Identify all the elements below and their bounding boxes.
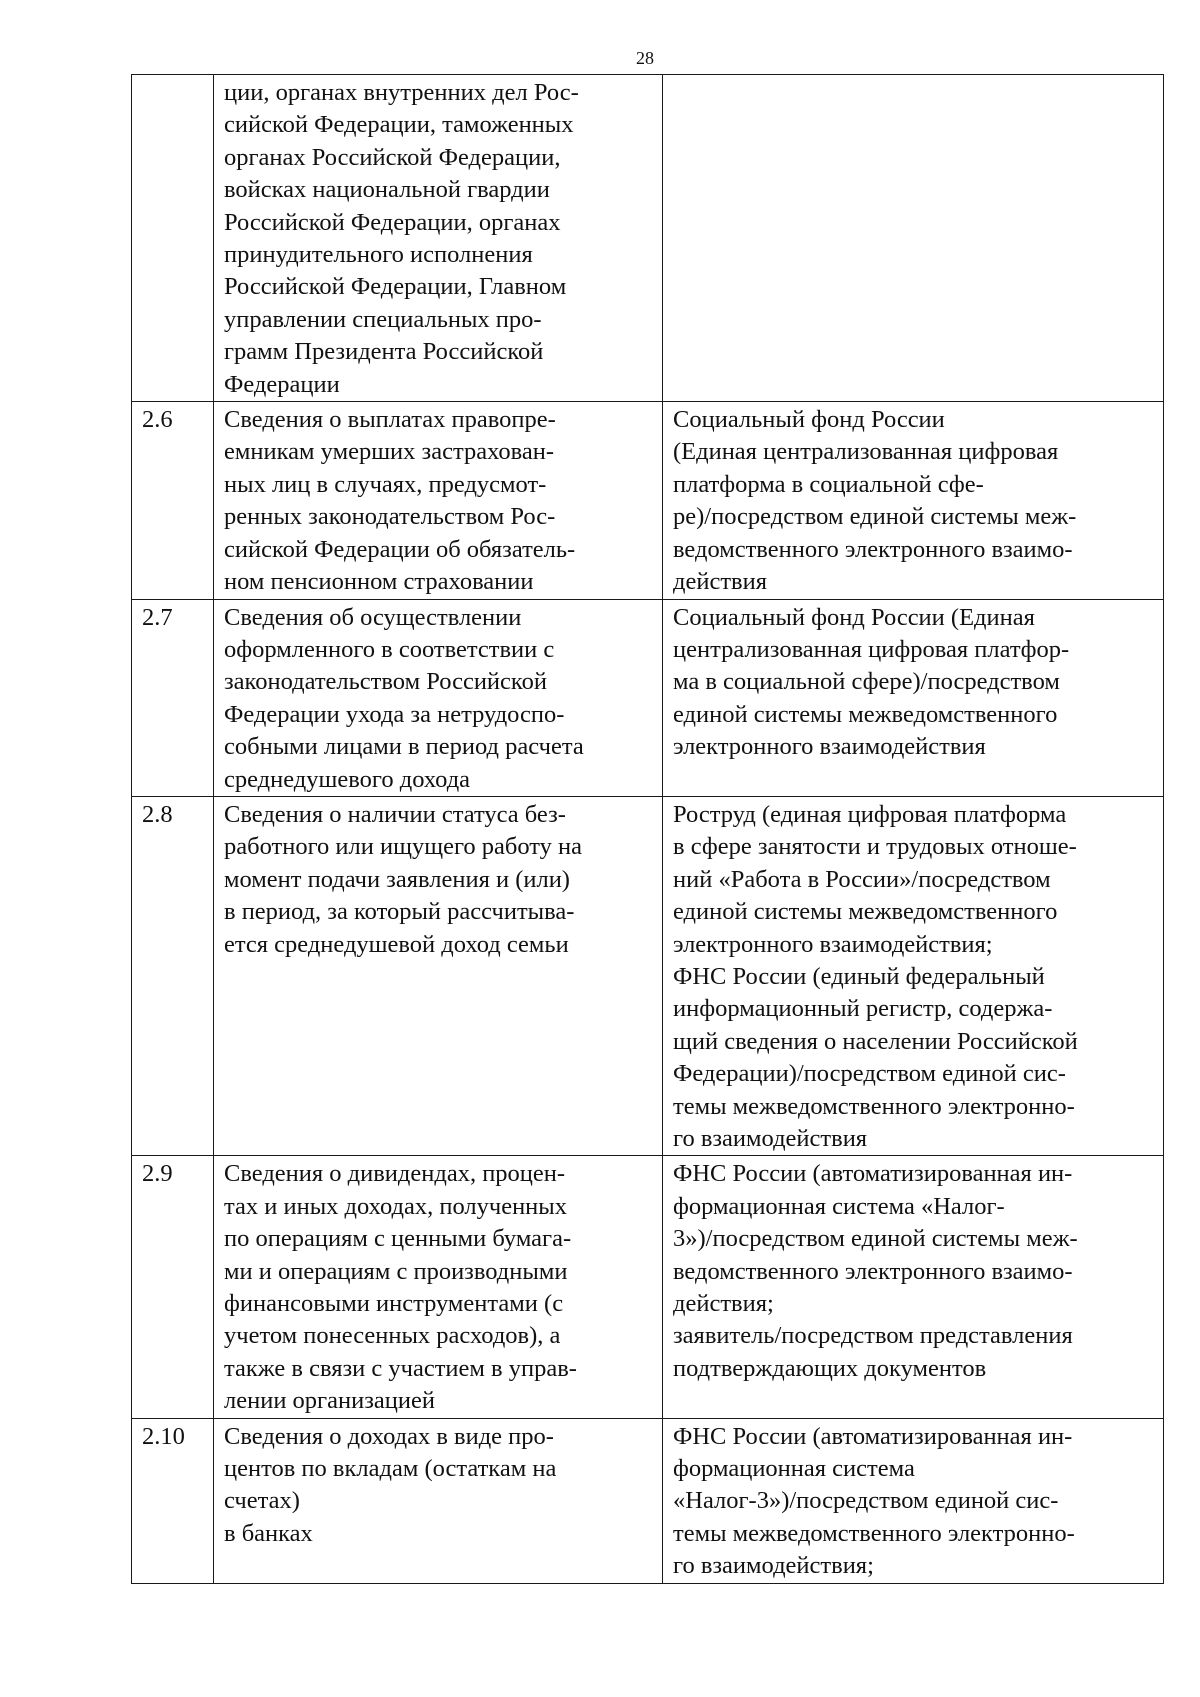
description-line: финансовыми инструментами (с	[224, 1290, 564, 1318]
table-row	[132, 75, 1164, 402]
document-table	[131, 74, 1164, 1584]
source-line: платформа в социальной сфе-	[673, 470, 984, 498]
row-number	[132, 75, 214, 402]
row-number: 2.7	[132, 599, 214, 796]
description-line: тах и иных доходах, полученных	[224, 1192, 567, 1220]
row-number: 2.10	[132, 1418, 214, 1583]
description-line: оформленного в соответствии с	[224, 635, 555, 663]
description-line: среднедушевого дохода	[224, 765, 471, 793]
source-cell	[663, 796, 1164, 1155]
description-line: Сведения о наличии статуса без-	[224, 800, 566, 828]
row-number: 2.8	[132, 796, 214, 1155]
source-line: ФНС России (автоматизированная ин-	[673, 1422, 1073, 1450]
description-line: ется среднедушевой доход семьи	[224, 930, 569, 958]
source-line: единой системы межведомственного	[673, 700, 1058, 728]
source-line: ведомственного электронного взаимо-	[673, 1257, 1073, 1285]
source-line: единой системы межведомственного	[673, 898, 1058, 926]
description-line: Российской Федерации, Главном	[224, 273, 567, 301]
source-line: Социальный фонд России	[673, 406, 945, 434]
source-cell	[663, 1418, 1164, 1583]
source-line: ведомственного электронного взаимо-	[673, 535, 1073, 563]
source-cell	[663, 75, 1164, 402]
row-number: 2.6	[132, 402, 214, 599]
description-cell	[214, 1418, 663, 1583]
source-line: щий сведения о населении Российской	[673, 1027, 1078, 1055]
description-line: ции, органах внутренних дел Рос-	[224, 79, 579, 106]
description-line: ми и операциям с производными	[224, 1257, 568, 1285]
description-line: работного или ищущего работу на	[224, 833, 583, 861]
source-line: действия;	[673, 1290, 774, 1318]
description-line: ных лиц в случаях, предусмот-	[224, 470, 547, 498]
description-cell	[214, 75, 663, 402]
description-line: законодательством Российской	[224, 668, 547, 696]
source-line: ний «Работа в России»/посредством	[673, 865, 1051, 893]
source-line: подтверждающих документов	[673, 1354, 987, 1382]
description-line: лении организацией	[224, 1387, 435, 1415]
source-line: темы межведомственного электронно-	[673, 1092, 1075, 1120]
source-line: ФНС России (автоматизированная ин-	[673, 1160, 1073, 1188]
source-cell	[663, 1156, 1164, 1418]
description-line: Сведения о доходах в виде про-	[224, 1422, 554, 1450]
source-line: электронного взаимодействия;	[673, 930, 993, 958]
source-line: темы межведомственного электронно-	[673, 1519, 1075, 1547]
description-cell	[214, 599, 663, 796]
row-number: 2.9	[132, 1156, 214, 1418]
source-line: Роструд (единая цифровая платформа	[673, 800, 1067, 828]
source-line: ре)/посредством единой системы меж-	[673, 503, 1077, 531]
description-line: собными лицами в период расчета	[224, 733, 584, 761]
description-line: Федерации ухода за нетрудоспо-	[224, 700, 565, 728]
description-line: Сведения о дивидендах, процен-	[224, 1160, 566, 1188]
table-row	[132, 599, 1164, 796]
description-cell	[214, 402, 663, 599]
description-line: Сведения об осуществлении	[224, 603, 522, 631]
source-line: заявитель/посредством представления	[673, 1322, 1073, 1350]
description-line: войсках национальной гвардии	[224, 176, 550, 204]
source-line: го взаимодействия;	[673, 1552, 874, 1580]
description-cell	[214, 796, 663, 1155]
description-line: сийской Федерации, таможенных	[224, 111, 574, 139]
source-line: (Единая централизованная цифровая	[673, 438, 1059, 466]
description-line: Сведения о выплатах правопре-	[224, 406, 556, 434]
table-row	[132, 402, 1164, 599]
description-line: Российской Федерации, органах	[224, 208, 561, 236]
source-line: информационный регистр, содержа-	[673, 995, 1053, 1023]
source-line: «Налог-3»)/посредством единой сис-	[673, 1487, 1059, 1515]
source-line: ФНС России (единый федеральный	[673, 962, 1045, 990]
source-line: формационная система «Налог-	[673, 1192, 1005, 1220]
source-line: централизованная цифровая платфор-	[673, 635, 1070, 663]
description-line: сийской Федерации об обязатель-	[224, 535, 576, 563]
description-line: также в связи с участием в управ-	[224, 1354, 577, 1382]
source-line: Социальный фонд России (Единая	[673, 603, 1035, 631]
page-number: 28	[636, 48, 654, 68]
description-line: органах Российской Федерации,	[224, 143, 561, 171]
description-line: управлении специальных про-	[224, 305, 542, 333]
description-line: момент подачи заявления и (или)	[224, 865, 570, 893]
description-cell	[214, 1156, 663, 1418]
source-line: электронного взаимодействия	[673, 733, 986, 761]
description-line: учетом понесенных расходов), а	[224, 1322, 561, 1350]
table-row	[132, 796, 1164, 1155]
description-line: ном пенсионном страховании	[224, 568, 534, 596]
description-line: емникам умерших застрахован-	[224, 438, 555, 466]
table-row	[132, 1156, 1164, 1418]
description-line: ренных законодательством Рос-	[224, 503, 556, 531]
source-line: 3»)/посредством единой системы меж-	[673, 1225, 1078, 1253]
source-line: формационная система	[673, 1455, 915, 1483]
source-line: ма в социальной сфере)/посредством	[673, 668, 1060, 696]
table-body	[132, 75, 1164, 1584]
description-line: Федерации	[224, 370, 340, 398]
description-line: счетах)	[224, 1487, 300, 1515]
source-line: го взаимодействия	[673, 1125, 868, 1152]
source-cell	[663, 599, 1164, 796]
source-line: действия	[673, 568, 767, 596]
description-line: грамм Президента Российской	[224, 338, 544, 366]
description-line: центов по вкладам (остаткам на	[224, 1455, 557, 1483]
description-line: в банках	[224, 1519, 313, 1547]
source-line: в сфере занятости и трудовых отноше-	[673, 833, 1077, 861]
source-line: Федерации)/посредством единой сис-	[673, 1060, 1066, 1088]
table-row	[132, 1418, 1164, 1583]
description-line: принудительного исполнения	[224, 241, 533, 269]
description-line: по операциям с ценными бумага-	[224, 1225, 572, 1253]
description-line: в период, за который рассчитыва-	[224, 898, 575, 926]
source-cell	[663, 402, 1164, 599]
